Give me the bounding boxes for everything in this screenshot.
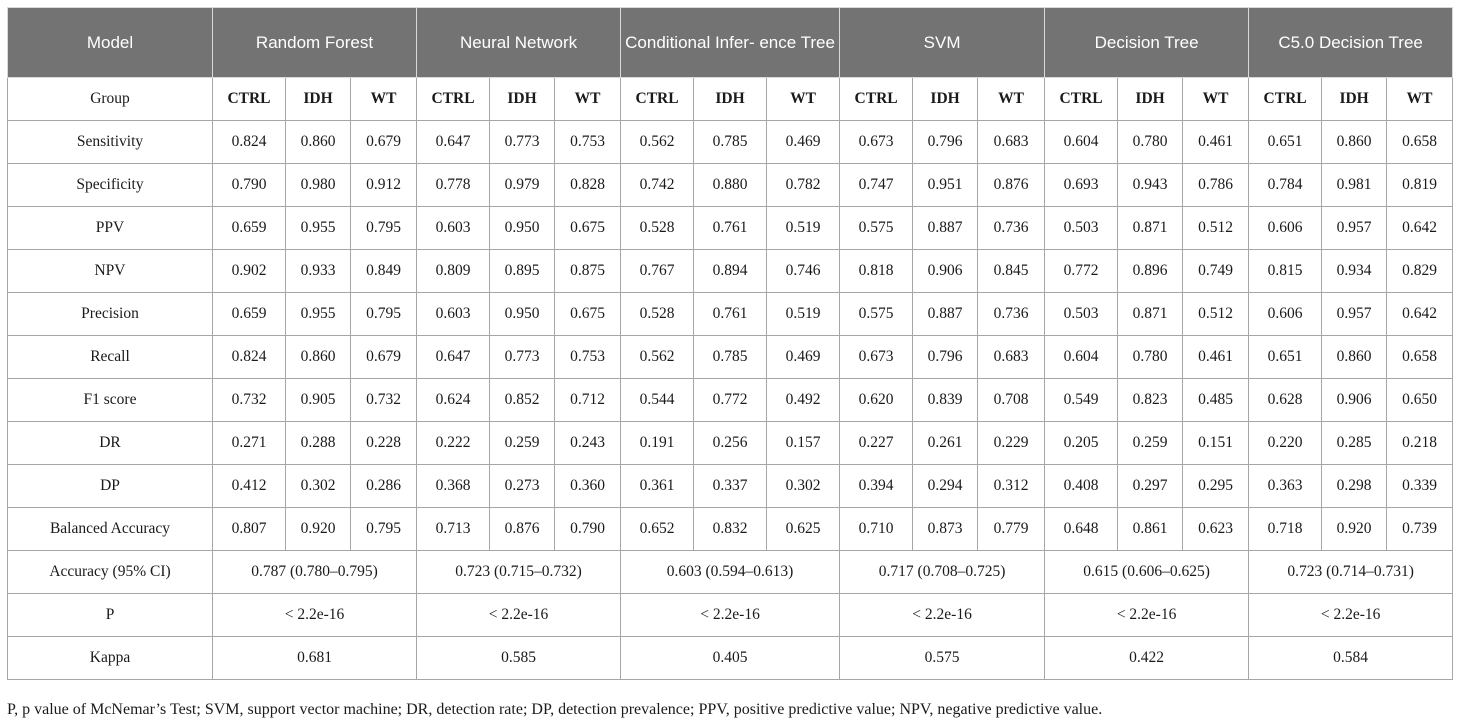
metric-value: 0.732 xyxy=(213,379,286,422)
metric-value: 0.902 xyxy=(213,250,286,293)
metric-value: 0.786 xyxy=(1183,164,1249,207)
metric-value: 0.519 xyxy=(767,207,840,250)
metric-value: 0.955 xyxy=(286,207,351,250)
metric-value: 0.295 xyxy=(1183,465,1249,508)
metric-value: 0.294 xyxy=(913,465,978,508)
metric-value: 0.860 xyxy=(286,336,351,379)
metric-value: 0.461 xyxy=(1183,336,1249,379)
metric-value: 0.957 xyxy=(1322,293,1387,336)
metric-row xyxy=(8,293,1453,336)
metric-value: 0.829 xyxy=(1387,250,1453,293)
metric-value: 0.818 xyxy=(840,250,913,293)
metric-value: 0.469 xyxy=(767,336,840,379)
summary-label: P xyxy=(8,594,213,637)
metric-value: 0.708 xyxy=(978,379,1045,422)
group-label: CTRL xyxy=(213,78,286,121)
metric-value: 0.658 xyxy=(1387,336,1453,379)
metric-value: 0.647 xyxy=(417,336,490,379)
metric-value: 0.679 xyxy=(351,336,417,379)
metric-value: 0.861 xyxy=(1118,508,1183,551)
metric-value: 0.228 xyxy=(351,422,417,465)
metric-value: 0.761 xyxy=(694,207,767,250)
header-row xyxy=(8,8,1453,78)
metric-value: 0.920 xyxy=(1322,508,1387,551)
metric-value: 0.647 xyxy=(417,121,490,164)
metric-value: 0.873 xyxy=(913,508,978,551)
metric-value: 0.302 xyxy=(767,465,840,508)
summary-value: 0.723 (0.714–0.731) xyxy=(1249,551,1453,594)
metric-value: 0.222 xyxy=(417,422,490,465)
metric-value: 0.604 xyxy=(1045,336,1118,379)
metric-value: 0.767 xyxy=(621,250,694,293)
metric-value: 0.790 xyxy=(555,508,621,551)
model-header: C5.0 Decision Tree xyxy=(1249,8,1453,78)
metric-row xyxy=(8,164,1453,207)
summary-value: < 2.2e-16 xyxy=(840,594,1045,637)
metric-value: 0.896 xyxy=(1118,250,1183,293)
metric-value: 0.887 xyxy=(913,293,978,336)
summary-value: 0.787 (0.780–0.795) xyxy=(213,551,417,594)
metric-row xyxy=(8,250,1453,293)
metric-value: 0.747 xyxy=(840,164,913,207)
metric-value: 0.675 xyxy=(555,293,621,336)
metric-value: 0.659 xyxy=(213,207,286,250)
model-header: Random Forest xyxy=(213,8,417,78)
metric-value: 0.761 xyxy=(694,293,767,336)
metric-value: 0.157 xyxy=(767,422,840,465)
metric-row xyxy=(8,508,1453,551)
metric-value: 0.227 xyxy=(840,422,913,465)
metric-value: 0.623 xyxy=(1183,508,1249,551)
group-label: IDH xyxy=(1118,78,1183,121)
metric-value: 0.795 xyxy=(351,207,417,250)
metric-value: 0.887 xyxy=(913,207,978,250)
metric-row xyxy=(8,336,1453,379)
metric-value: 0.243 xyxy=(555,422,621,465)
metric-value: 0.683 xyxy=(978,336,1045,379)
summary-value: 0.615 (0.606–0.625) xyxy=(1045,551,1249,594)
metric-value: 0.220 xyxy=(1249,422,1322,465)
metric-value: 0.302 xyxy=(286,465,351,508)
metric-value: 0.951 xyxy=(913,164,978,207)
metric-value: 0.796 xyxy=(913,336,978,379)
metric-value: 0.876 xyxy=(490,508,555,551)
metric-value: 0.218 xyxy=(1387,422,1453,465)
group-label: WT xyxy=(767,78,840,121)
metric-value: 0.658 xyxy=(1387,121,1453,164)
metric-row xyxy=(8,207,1453,250)
metric-value: 0.683 xyxy=(978,121,1045,164)
metric-label: DR xyxy=(8,422,213,465)
metric-value: 0.603 xyxy=(417,207,490,250)
summary-value: 0.717 (0.708–0.725) xyxy=(840,551,1045,594)
metric-value: 0.191 xyxy=(621,422,694,465)
model-header: Neural Network xyxy=(417,8,621,78)
metric-value: 0.360 xyxy=(555,465,621,508)
metric-value: 0.955 xyxy=(286,293,351,336)
metric-value: 0.815 xyxy=(1249,250,1322,293)
metric-value: 0.981 xyxy=(1322,164,1387,207)
group-label: WT xyxy=(978,78,1045,121)
group-label: CTRL xyxy=(621,78,694,121)
metric-value: 0.795 xyxy=(351,508,417,551)
metric-value: 0.957 xyxy=(1322,207,1387,250)
metric-value: 0.773 xyxy=(490,121,555,164)
summary-value: 0.603 (0.594–0.613) xyxy=(621,551,840,594)
metric-value: 0.979 xyxy=(490,164,555,207)
metric-value: 0.934 xyxy=(1322,250,1387,293)
summary-value: < 2.2e-16 xyxy=(1249,594,1453,637)
metric-value: 0.880 xyxy=(694,164,767,207)
group-label: IDH xyxy=(286,78,351,121)
metric-value: 0.259 xyxy=(1118,422,1183,465)
metric-value: 0.673 xyxy=(840,121,913,164)
metric-value: 0.544 xyxy=(621,379,694,422)
table-header xyxy=(8,8,1453,78)
metric-value: 0.819 xyxy=(1387,164,1453,207)
metric-label: Precision xyxy=(8,293,213,336)
group-label: IDH xyxy=(490,78,555,121)
metric-value: 0.950 xyxy=(490,207,555,250)
metric-value: 0.271 xyxy=(213,422,286,465)
metric-value: 0.828 xyxy=(555,164,621,207)
metric-value: 0.894 xyxy=(694,250,767,293)
metric-value: 0.298 xyxy=(1322,465,1387,508)
metric-value: 0.772 xyxy=(1045,250,1118,293)
metric-value: 0.876 xyxy=(978,164,1045,207)
metric-value: 0.394 xyxy=(840,465,913,508)
metric-value: 0.712 xyxy=(555,379,621,422)
metric-value: 0.512 xyxy=(1183,293,1249,336)
metric-row xyxy=(8,379,1453,422)
group-label: WT xyxy=(1183,78,1249,121)
group-label: CTRL xyxy=(840,78,913,121)
metric-value: 0.363 xyxy=(1249,465,1322,508)
group-label: CTRL xyxy=(417,78,490,121)
metric-value: 0.285 xyxy=(1322,422,1387,465)
metric-value: 0.824 xyxy=(213,121,286,164)
metric-value: 0.651 xyxy=(1249,121,1322,164)
metric-value: 0.642 xyxy=(1387,207,1453,250)
summary-value: 0.585 xyxy=(417,637,621,680)
metric-value: 0.261 xyxy=(913,422,978,465)
metric-value: 0.549 xyxy=(1045,379,1118,422)
group-label: IDH xyxy=(1322,78,1387,121)
results-table xyxy=(7,7,1453,680)
metric-value: 0.710 xyxy=(840,508,913,551)
group-label: IDH xyxy=(913,78,978,121)
metric-value: 0.642 xyxy=(1387,293,1453,336)
metric-value: 0.286 xyxy=(351,465,417,508)
metric-value: 0.528 xyxy=(621,207,694,250)
metric-value: 0.273 xyxy=(490,465,555,508)
metric-value: 0.408 xyxy=(1045,465,1118,508)
metric-value: 0.736 xyxy=(978,293,1045,336)
metric-value: 0.205 xyxy=(1045,422,1118,465)
metric-value: 0.845 xyxy=(978,250,1045,293)
summary-value: 0.584 xyxy=(1249,637,1453,680)
metric-value: 0.503 xyxy=(1045,293,1118,336)
metric-value: 0.785 xyxy=(694,336,767,379)
metric-value: 0.906 xyxy=(1322,379,1387,422)
metric-value: 0.780 xyxy=(1118,336,1183,379)
metric-label: PPV xyxy=(8,207,213,250)
metric-value: 0.950 xyxy=(490,293,555,336)
metric-value: 0.780 xyxy=(1118,121,1183,164)
metric-value: 0.648 xyxy=(1045,508,1118,551)
metric-value: 0.575 xyxy=(840,293,913,336)
metric-value: 0.753 xyxy=(555,336,621,379)
metric-value: 0.512 xyxy=(1183,207,1249,250)
metric-value: 0.361 xyxy=(621,465,694,508)
group-label: WT xyxy=(1387,78,1453,121)
metric-value: 0.606 xyxy=(1249,207,1322,250)
group-label: CTRL xyxy=(1249,78,1322,121)
metric-value: 0.652 xyxy=(621,508,694,551)
metric-value: 0.528 xyxy=(621,293,694,336)
metric-value: 0.749 xyxy=(1183,250,1249,293)
group-row-label: Group xyxy=(8,78,213,121)
metric-value: 0.852 xyxy=(490,379,555,422)
metric-value: 0.562 xyxy=(621,121,694,164)
metric-value: 0.679 xyxy=(351,121,417,164)
table-footnote: P, p value of McNemar’s Test; SVM, support vector machine; DR, detection rate; DP, detection prevalence; PPV, positive predictive value; NPV, negative predictive value. xyxy=(7,701,1103,718)
metric-value: 0.871 xyxy=(1118,293,1183,336)
model-header: Conditional Infer- ence Tree xyxy=(621,8,840,78)
metric-label: Recall xyxy=(8,336,213,379)
metric-value: 0.849 xyxy=(351,250,417,293)
group-label: IDH xyxy=(694,78,767,121)
metric-value: 0.832 xyxy=(694,508,767,551)
metric-value: 0.368 xyxy=(417,465,490,508)
metric-value: 0.229 xyxy=(978,422,1045,465)
metric-value: 0.943 xyxy=(1118,164,1183,207)
metric-label: NPV xyxy=(8,250,213,293)
metric-value: 0.628 xyxy=(1249,379,1322,422)
metric-value: 0.297 xyxy=(1118,465,1183,508)
metric-value: 0.503 xyxy=(1045,207,1118,250)
metric-label: DP xyxy=(8,465,213,508)
summary-value: 0.723 (0.715–0.732) xyxy=(417,551,621,594)
metric-value: 0.753 xyxy=(555,121,621,164)
metric-value: 0.624 xyxy=(417,379,490,422)
metric-value: 0.860 xyxy=(286,121,351,164)
summary-label: Accuracy (95% CI) xyxy=(8,551,213,594)
metric-label: Sensitivity xyxy=(8,121,213,164)
metric-value: 0.905 xyxy=(286,379,351,422)
metric-value: 0.860 xyxy=(1322,336,1387,379)
metric-value: 0.713 xyxy=(417,508,490,551)
metric-value: 0.412 xyxy=(213,465,286,508)
metric-value: 0.875 xyxy=(555,250,621,293)
metric-value: 0.746 xyxy=(767,250,840,293)
metric-value: 0.651 xyxy=(1249,336,1322,379)
summary-value: < 2.2e-16 xyxy=(213,594,417,637)
metric-value: 0.519 xyxy=(767,293,840,336)
metric-label: Specificity xyxy=(8,164,213,207)
summary-row xyxy=(8,551,1453,594)
metric-value: 0.339 xyxy=(1387,465,1453,508)
summary-value: 0.575 xyxy=(840,637,1045,680)
summary-value: 0.422 xyxy=(1045,637,1249,680)
metric-value: 0.732 xyxy=(351,379,417,422)
metric-value: 0.604 xyxy=(1045,121,1118,164)
summary-value: < 2.2e-16 xyxy=(417,594,621,637)
metric-row xyxy=(8,422,1453,465)
metric-value: 0.809 xyxy=(417,250,490,293)
metric-value: 0.575 xyxy=(840,207,913,250)
metric-value: 0.337 xyxy=(694,465,767,508)
group-label: WT xyxy=(555,78,621,121)
metric-value: 0.603 xyxy=(417,293,490,336)
metric-value: 0.920 xyxy=(286,508,351,551)
model-header-label: Model xyxy=(8,8,213,78)
metric-value: 0.739 xyxy=(1387,508,1453,551)
metric-value: 0.779 xyxy=(978,508,1045,551)
metric-value: 0.562 xyxy=(621,336,694,379)
metric-value: 0.659 xyxy=(213,293,286,336)
metric-value: 0.784 xyxy=(1249,164,1322,207)
metric-value: 0.259 xyxy=(490,422,555,465)
model-header: Decision Tree xyxy=(1045,8,1249,78)
metric-value: 0.620 xyxy=(840,379,913,422)
metric-value: 0.469 xyxy=(767,121,840,164)
metric-value: 0.288 xyxy=(286,422,351,465)
metric-label: F1 score xyxy=(8,379,213,422)
metric-value: 0.790 xyxy=(213,164,286,207)
metric-value: 0.796 xyxy=(913,121,978,164)
metric-row xyxy=(8,465,1453,508)
summary-row xyxy=(8,594,1453,637)
metric-value: 0.912 xyxy=(351,164,417,207)
metric-value: 0.785 xyxy=(694,121,767,164)
summary-value: 0.405 xyxy=(621,637,840,680)
group-label: CTRL xyxy=(1045,78,1118,121)
group-row xyxy=(8,78,1453,121)
summary-value: 0.681 xyxy=(213,637,417,680)
metric-value: 0.773 xyxy=(490,336,555,379)
table-body xyxy=(8,78,1453,680)
summary-row xyxy=(8,637,1453,680)
metric-value: 0.807 xyxy=(213,508,286,551)
metric-value: 0.824 xyxy=(213,336,286,379)
metric-value: 0.742 xyxy=(621,164,694,207)
summary-label: Kappa xyxy=(8,637,213,680)
metric-value: 0.782 xyxy=(767,164,840,207)
metric-row xyxy=(8,121,1453,164)
metric-value: 0.151 xyxy=(1183,422,1249,465)
metric-value: 0.823 xyxy=(1118,379,1183,422)
metric-value: 0.718 xyxy=(1249,508,1322,551)
metric-value: 0.606 xyxy=(1249,293,1322,336)
metric-value: 0.778 xyxy=(417,164,490,207)
metric-value: 0.795 xyxy=(351,293,417,336)
metric-value: 0.980 xyxy=(286,164,351,207)
summary-value: < 2.2e-16 xyxy=(621,594,840,637)
metric-value: 0.860 xyxy=(1322,121,1387,164)
metric-value: 0.736 xyxy=(978,207,1045,250)
group-label: WT xyxy=(351,78,417,121)
summary-value: < 2.2e-16 xyxy=(1045,594,1249,637)
metric-value: 0.485 xyxy=(1183,379,1249,422)
metric-value: 0.675 xyxy=(555,207,621,250)
metric-value: 0.625 xyxy=(767,508,840,551)
metric-value: 0.650 xyxy=(1387,379,1453,422)
metric-value: 0.906 xyxy=(913,250,978,293)
metric-value: 0.895 xyxy=(490,250,555,293)
metric-value: 0.839 xyxy=(913,379,978,422)
metric-value: 0.933 xyxy=(286,250,351,293)
metric-value: 0.461 xyxy=(1183,121,1249,164)
metric-value: 0.693 xyxy=(1045,164,1118,207)
metric-value: 0.312 xyxy=(978,465,1045,508)
model-header: SVM xyxy=(840,8,1045,78)
metric-value: 0.772 xyxy=(694,379,767,422)
metric-value: 0.256 xyxy=(694,422,767,465)
metric-value: 0.871 xyxy=(1118,207,1183,250)
metric-value: 0.492 xyxy=(767,379,840,422)
metric-label: Balanced Accuracy xyxy=(8,508,213,551)
metric-value: 0.673 xyxy=(840,336,913,379)
